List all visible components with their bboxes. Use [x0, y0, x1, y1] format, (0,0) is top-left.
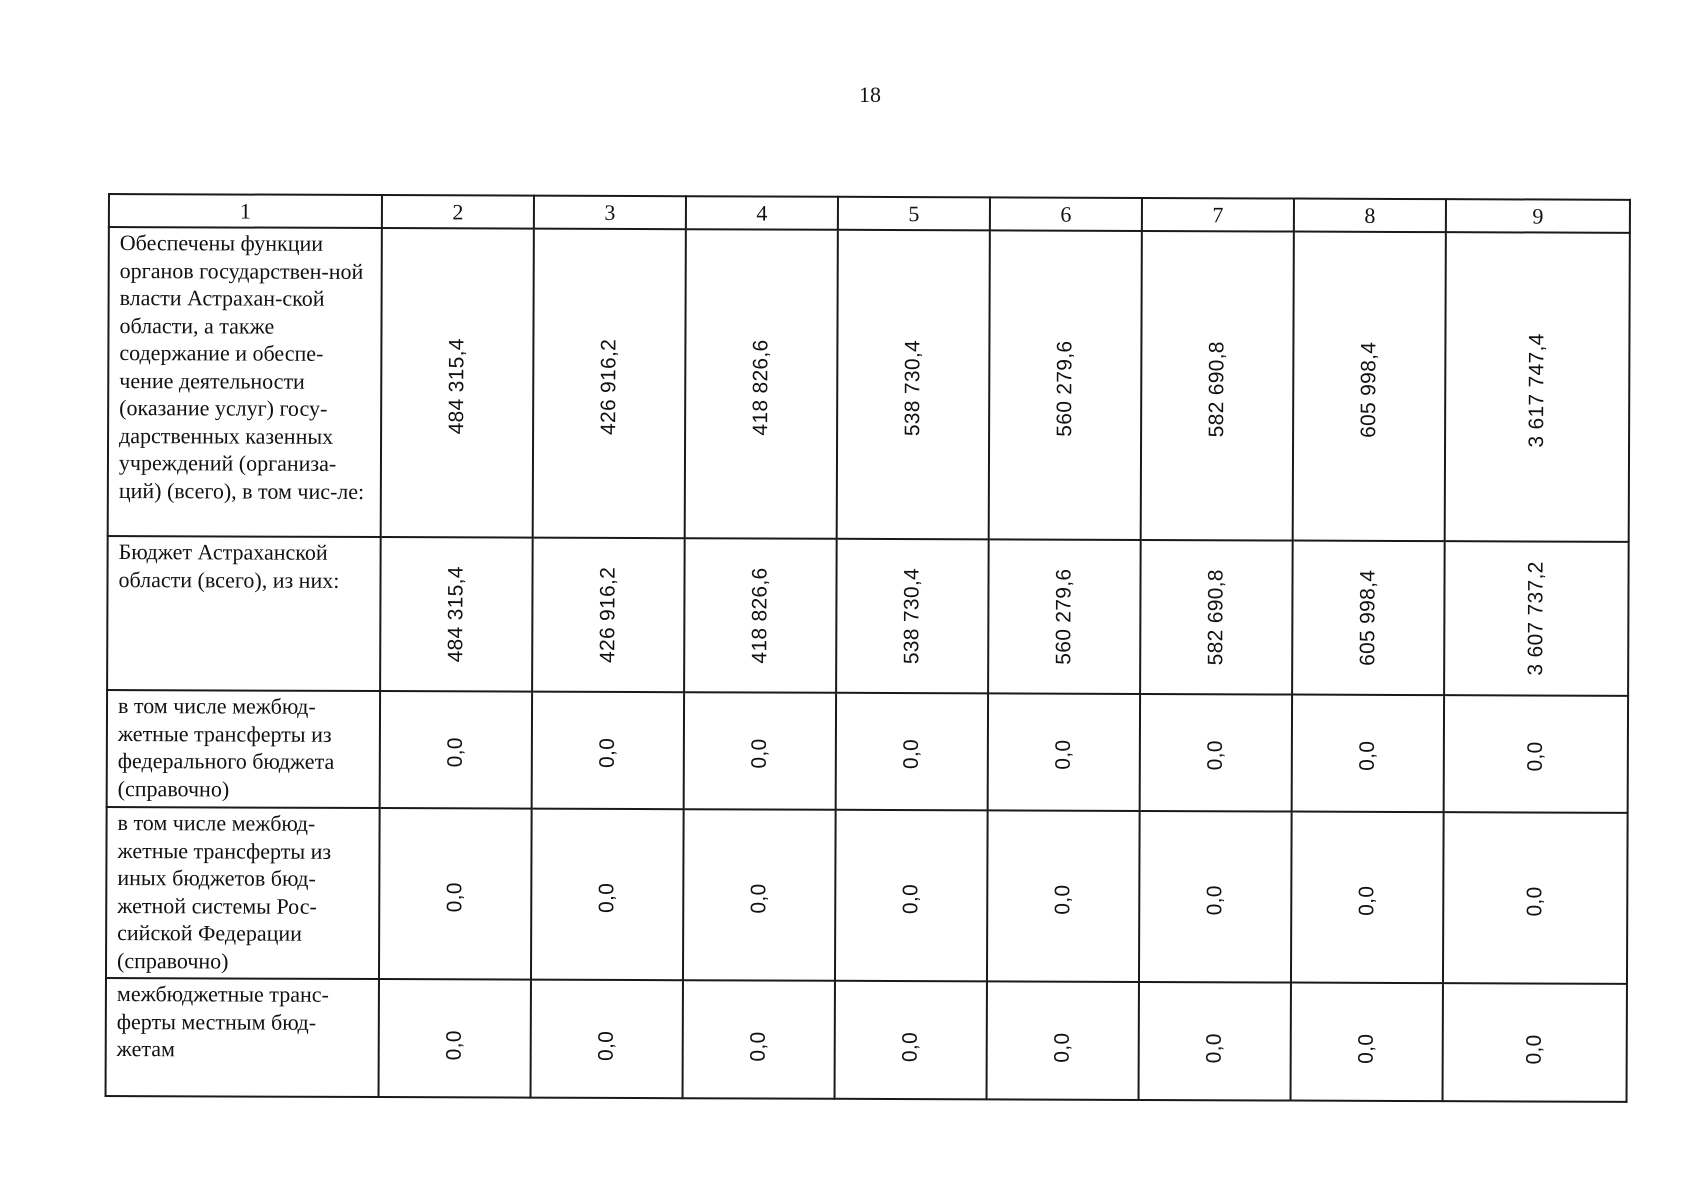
- value-cell: [533, 229, 686, 539]
- value-cell: [1140, 540, 1293, 695]
- column-header: 8: [1294, 199, 1446, 233]
- column-header: 6: [990, 197, 1142, 231]
- cell-value: 560 279,6: [1052, 568, 1076, 665]
- column-header: 1: [109, 194, 382, 228]
- cell-value: 484 315,4: [444, 566, 468, 663]
- value-cell: [1444, 541, 1629, 696]
- value-cell: [380, 537, 533, 692]
- value-cell: [683, 809, 836, 981]
- value-cell: [987, 981, 1139, 1100]
- column-header: 3: [534, 196, 686, 230]
- cell-value: 605 998,4: [1356, 569, 1380, 666]
- table-row: [107, 690, 1628, 813]
- value-cell: [1292, 541, 1445, 696]
- column-header: 2: [382, 195, 534, 229]
- cell-value: 426 916,2: [596, 566, 620, 664]
- cell-value: 0,0: [1355, 740, 1379, 771]
- value-cell: [531, 809, 684, 981]
- cell-value: 426 916,2: [597, 338, 621, 435]
- table-row: [108, 227, 1630, 542]
- value-cell: [1443, 983, 1627, 1102]
- value-cell: [379, 979, 531, 1098]
- value-cell: [988, 539, 1141, 694]
- column-header: 9: [1446, 199, 1630, 233]
- table-row: [106, 807, 1628, 984]
- cell-value: 0,0: [595, 737, 619, 768]
- cell-value: 0,0: [1522, 1034, 1546, 1065]
- cell-value: 538 730,4: [901, 339, 925, 436]
- value-cell: [836, 539, 989, 694]
- cell-value: 484 315,4: [445, 337, 469, 435]
- value-cell: [987, 810, 1140, 982]
- value-cell: [837, 230, 990, 540]
- cell-value: 418 826,6: [749, 338, 773, 436]
- cell-value: 0,0: [1523, 741, 1547, 772]
- cell-value: 0,0: [1203, 885, 1227, 916]
- cell-value: 0,0: [747, 738, 771, 769]
- value-cell: [532, 538, 685, 693]
- value-cell: [532, 692, 684, 810]
- cell-value: 0,0: [595, 882, 619, 913]
- value-cell: [1291, 812, 1444, 984]
- row-label: Обеспечены функции органов государствен-ной власти Астрахан-ской области, а также содержание и обеспе-чение деятельности (оказание услуг) госу-дарственных казенных учреждений (организа-ций) (всего), в том чис-ле:: [108, 227, 382, 537]
- value-cell: [989, 230, 1142, 540]
- value-cell: [835, 981, 987, 1100]
- cell-value: 0,0: [746, 1031, 770, 1062]
- value-cell: [1140, 694, 1292, 812]
- cell-value: 560 279,6: [1053, 340, 1077, 437]
- cell-value: 0,0: [899, 883, 923, 915]
- cell-value: 0,0: [1203, 739, 1227, 771]
- column-header: 5: [838, 197, 990, 231]
- value-cell: [684, 538, 837, 693]
- cell-value: 0,0: [443, 737, 467, 768]
- cell-value: 0,0: [594, 1030, 618, 1061]
- budget-table: [105, 193, 1631, 1103]
- cell-value: 3 617 747,4: [1525, 332, 1549, 448]
- cell-value: 582 690,8: [1204, 569, 1228, 666]
- cell-value: 0,0: [1354, 1033, 1378, 1064]
- column-header: 7: [1142, 198, 1294, 232]
- cell-value: 0,0: [1051, 884, 1075, 915]
- value-cell: [684, 692, 836, 810]
- cell-value: 0,0: [1355, 885, 1379, 916]
- value-cell: [379, 808, 532, 980]
- row-label: в том числе межбюд-жетные трансферты из федерального бюджета (справочно): [107, 690, 380, 808]
- cell-value: 0,0: [1523, 886, 1547, 917]
- cell-value: 418 826,6: [748, 567, 772, 664]
- value-cell: [835, 810, 988, 982]
- value-cell: [988, 693, 1140, 811]
- cell-value: 0,0: [1050, 1032, 1074, 1063]
- page-number: 18: [859, 82, 881, 107]
- value-cell: [1444, 695, 1628, 813]
- value-cell: [531, 980, 683, 1099]
- cell-value: 538 730,4: [900, 567, 924, 665]
- table-row: [106, 978, 1627, 1102]
- value-cell: [1292, 695, 1444, 813]
- cell-value: 0,0: [442, 1030, 466, 1061]
- value-cell: [380, 691, 532, 809]
- value-cell: [1445, 232, 1630, 542]
- value-cell: [381, 228, 534, 538]
- value-cell: [1139, 811, 1292, 983]
- row-label: межбюджетные транс-ферты местным бюд-жетам: [106, 978, 379, 1097]
- value-cell: [683, 980, 835, 1099]
- value-cell: [836, 693, 988, 811]
- table-row: [107, 536, 1629, 696]
- column-header: 4: [686, 196, 838, 230]
- value-cell: [1141, 231, 1294, 541]
- cell-value: 0,0: [443, 882, 467, 913]
- cell-value: 3 607 737,2: [1524, 561, 1548, 676]
- cell-value: 0,0: [898, 1031, 922, 1063]
- row-label: Бюджет Астраханской области (всего), из них:: [107, 536, 381, 691]
- value-cell: [1291, 983, 1443, 1102]
- value-cell: [1293, 232, 1446, 542]
- cell-value: 0,0: [747, 883, 771, 914]
- cell-value: 0,0: [899, 738, 923, 769]
- row-label: в том числе межбюд-жетные трансферты из иных бюджетов бюд-жетной системы Рос-сийской Федерации (справочно): [106, 807, 380, 979]
- value-cell: [1139, 982, 1291, 1101]
- value-cell: [685, 229, 838, 539]
- cell-value: 605 998,4: [1357, 341, 1381, 438]
- cell-value: 582 690,8: [1205, 340, 1229, 437]
- cell-value: 0,0: [1202, 1033, 1226, 1064]
- value-cell: [1443, 812, 1628, 984]
- cell-value: 0,0: [1051, 739, 1075, 770]
